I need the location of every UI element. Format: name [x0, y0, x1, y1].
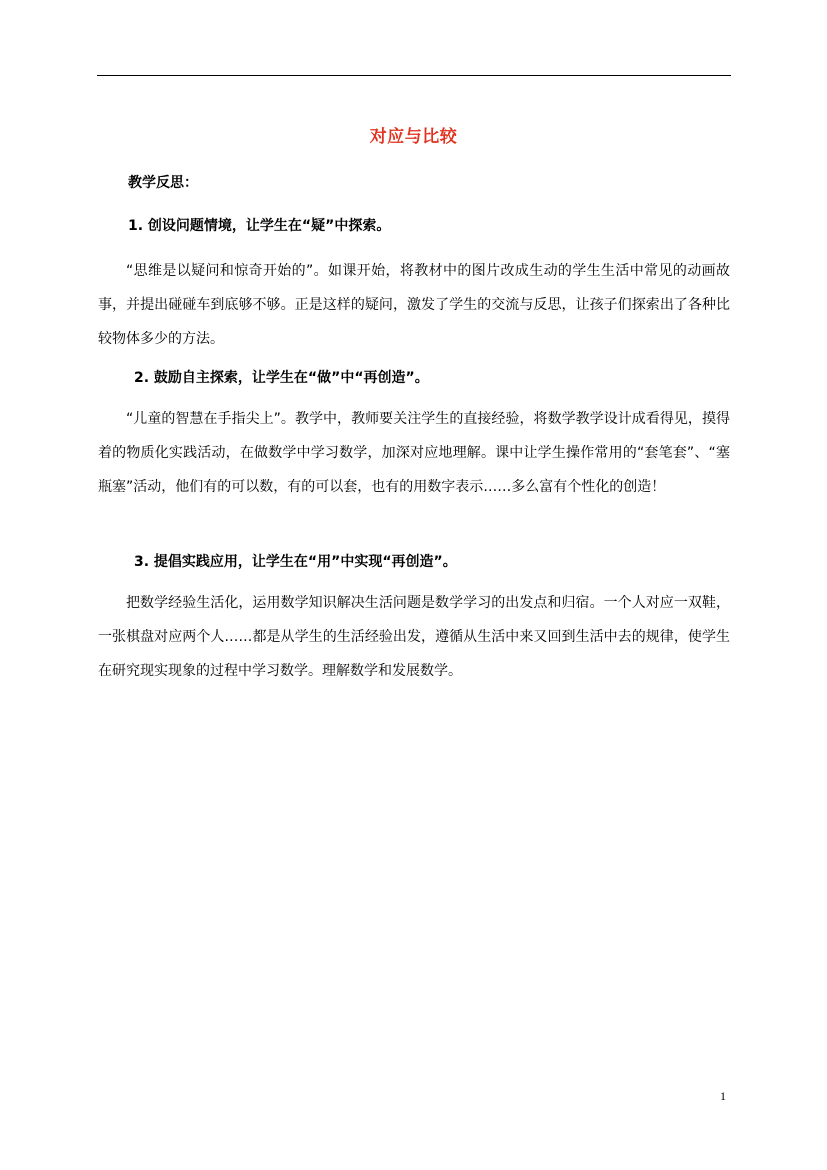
reflection-label: 教学反思：	[128, 175, 198, 191]
section-1-body: “思维是以疑问和惊奇开始的”。如课开始，将教材中的图片改成生动的学生生活中常见的动画故事，并提出碰碰车到底够不够。正是这样的疑问，激发了学生的交流与反思，让孩子们探索出了各种比较物体多少的方法。	[98, 263, 730, 347]
section-2-heading: 2. 鼓励自主探索，让学生在“做”中“再创造”。	[134, 370, 429, 386]
document-title: 对应与比较	[369, 127, 458, 147]
page-number: 1	[720, 1089, 726, 1103]
section-1-heading: 1. 创设问题情境，让学生在“疑”中探索。	[128, 218, 391, 234]
header-rule	[97, 75, 731, 76]
section-3-body: 把数学经验生活化，运用数学知识解决生活问题是数学学习的出发点和归宿。一个人对应一双鞋，一张棋盘对应两个人……都是从学生的生活经验出发，遵循从生活中来又回到生活中去的规律，使学生在研究现实现象的过程中学习数学。理解数学和发展数学。	[98, 595, 730, 679]
section-2-body: “儿童的智慧在手指尖上”。教学中，教师要关注学生的直接经验，将数学教学设计成看得见，摸得着的物质化实践活动，在做数学中学习数学，加深对应地理解。课中让学生操作常用的“套笔套”、“塞瓶塞”活动，他们有的可以数，有的可以套，也有的用数字表示……多么富有个性化的创造！	[98, 411, 730, 495]
section-3-heading: 3. 提倡实践应用，让学生在“用”中实现“再创造”。	[134, 554, 457, 570]
